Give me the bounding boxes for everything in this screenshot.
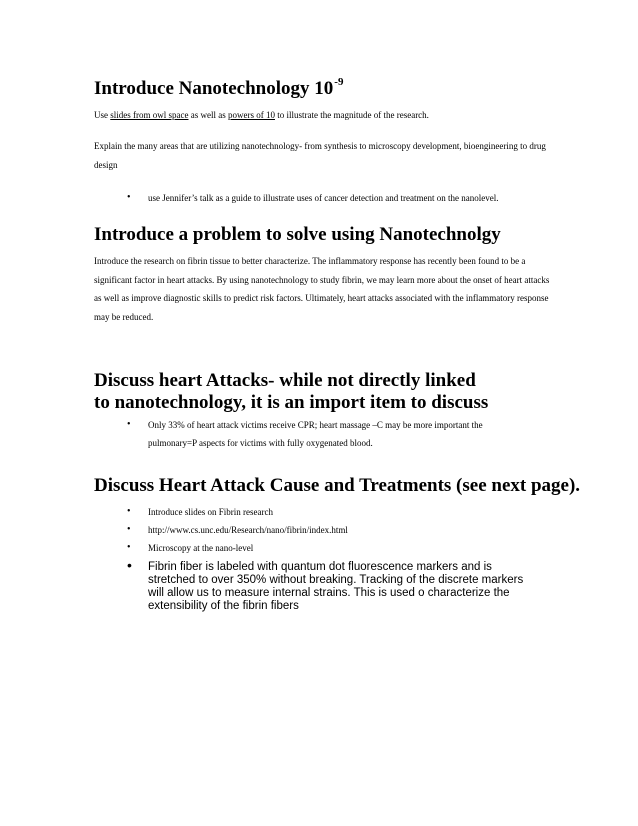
heading-problem-to-solve: Introduce a problem to solve using Nanotechnolgy [94, 224, 501, 245]
heading-superscript: -9 [334, 76, 344, 88]
bullet-item [127, 503, 548, 521]
bullet-item [127, 416, 528, 452]
bullet-icon: • [127, 524, 131, 535]
bullet-item [127, 521, 548, 539]
bullet-item [127, 539, 548, 557]
bullet-text: Fibrin fiber is labeled with quantum dot fluorescence markers and is stretched to over 350% without breaking. Tracking of the discrete markers will allow us to measure internal strains. This is used o characterize the extensibility of the fibrin fibers [148, 561, 524, 612]
text-run: Use [94, 110, 111, 120]
text-run: to illustrate the magnitude of the research. [274, 110, 429, 120]
heading-text: Introduce Nanotechnology 10 [94, 78, 334, 99]
link-slides-owl-space[interactable]: slides from owl space [110, 110, 189, 120]
text-run: as well as [188, 110, 228, 120]
bullet-text: Introduce slides on Fibrin research [148, 507, 273, 517]
bullet-item [127, 557, 528, 613]
bullet-text: Only 33% of heart attack victims receive CPR; heart massage –C may be more important the pulmonary=P aspects for victims with fully oxygenated blood. [148, 420, 483, 448]
bullet-icon: • [127, 542, 131, 553]
link-fibrin-url[interactable]: http://www.cs.unc.edu/Research/nano/fibrin/index.html [148, 525, 348, 535]
paragraph-owl-space [94, 106, 554, 125]
bullet-icon: • [127, 557, 132, 573]
heading-heart-attacks: Discuss heart Attacks- while not directly linked to nanotechnology, it is an import item to discuss [94, 370, 489, 413]
bullet-icon: • [127, 419, 131, 430]
paragraph-fibrin-research: Introduce the research on fibrin tissue to better characterize. The inflammatory response has recently been found to be a significant factor in heart attacks. By using nanotechnology to study fibrin, we may learn more about the onset of heart attacks as well as improve diagnostic skills to predict risk factors. Ultimately, heart attacks associated with the inflammatory response may be reduced. [94, 256, 550, 322]
paragraph-nanotech-areas: Explain the many areas that are utilizing nanotechnology- from synthesis to microscopy development, bioengineering to drug design [94, 141, 546, 170]
bullet-item [127, 189, 548, 207]
heading-introduce-nanotechnology [94, 78, 343, 102]
bullet-text: Microscopy at the nano-level [148, 543, 254, 553]
bullet-text: use Jennifer’s talk as a guide to illustrate uses of cancer detection and treatment on the nanolevel. [148, 193, 499, 203]
heading-cause-treatments: Discuss Heart Attack Cause and Treatments (see next page). [94, 475, 581, 496]
link-powers-of-10[interactable]: powers of 10 [227, 110, 275, 120]
bullet-icon: • [127, 192, 131, 203]
bullet-icon: • [127, 506, 131, 517]
